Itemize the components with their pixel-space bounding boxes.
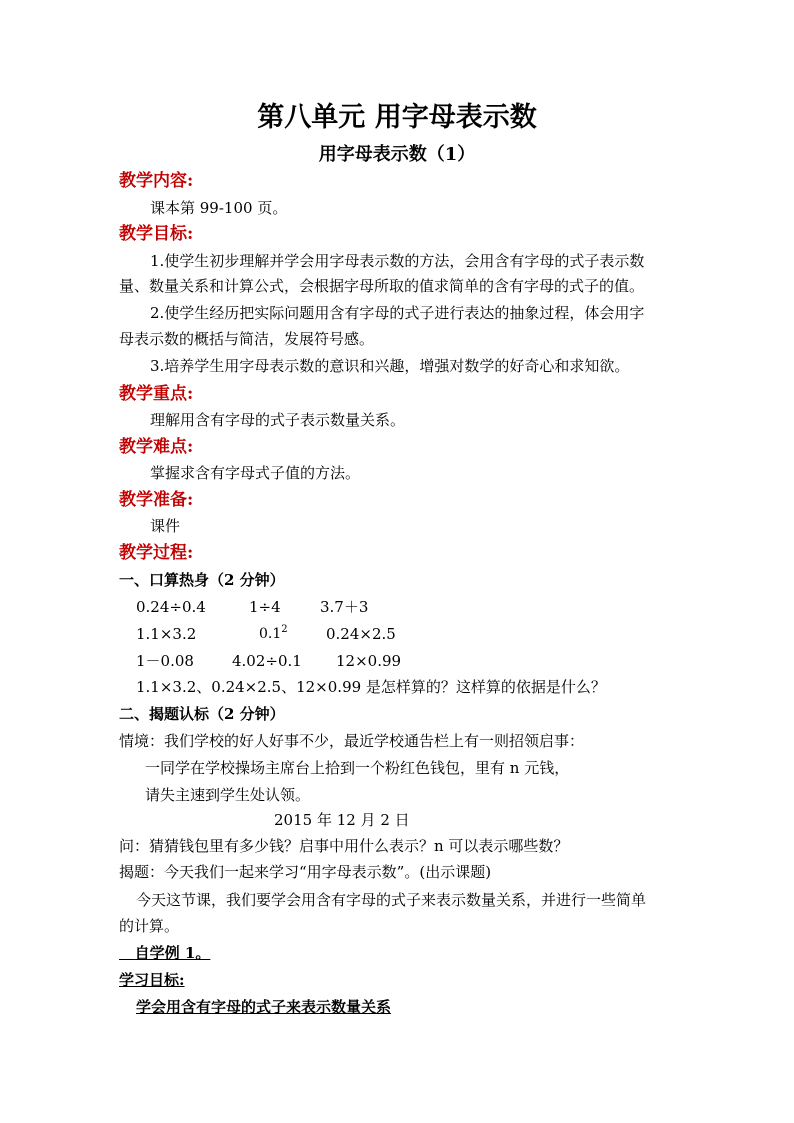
- goal-line-4: 母表示数的概括与简洁，发展符号感。: [119, 330, 375, 348]
- key-text: 理解用含有字母的式子表示数量关系。: [150, 411, 406, 429]
- prep-text: 课件: [150, 517, 181, 535]
- goal-line-3: 2.使学生经历把实际问题用含有字母的式子进行表达的抽象过程，体会用字: [150, 304, 645, 322]
- intro-ask: 问：猜猜钱包里有多少钱？启事中用什么表示？n 可以表示哪些数？: [119, 837, 569, 855]
- intro-reveal: 揭题：今天我们一起来学习“用字母表示数”。(出示课题): [119, 863, 492, 881]
- intro-heading: 二、揭题认标（2 分钟）: [119, 705, 285, 723]
- intro-today-line-1: 今天这节课，我们要学会用含有字母的式子来表示数量关系，并进行一些简单: [136, 891, 647, 909]
- difficulty-heading: 教学难点:: [119, 437, 194, 457]
- power-exponent: 2: [281, 624, 288, 635]
- notice-date: 2015 年 12 月 2 日: [274, 811, 410, 829]
- goal-line-5: 3.培养学生用字母表示数的意识和兴趣，增强对数学的好奇心和求知欲。: [150, 357, 630, 375]
- intro-today-line-2: 的计算。: [119, 917, 180, 935]
- content-text: 课本第 99-100 页。: [150, 199, 288, 217]
- selfstudy-label: [119, 943, 210, 963]
- warmup-item-power: [259, 620, 288, 644]
- intro-situation: 情境：我们学校的好人好事不少，最近学校通告栏上有一则招领启事：: [119, 732, 585, 750]
- key-heading: 教学重点:: [119, 384, 194, 404]
- study-goal-label: 学习目标:: [119, 971, 185, 989]
- warmup-item: 1÷4: [249, 598, 281, 616]
- lesson-subtitle: 用字母表示数（1）: [318, 144, 476, 165]
- warmup-heading: 一、口算热身（2 分钟）: [119, 571, 285, 589]
- warmup-question: 1.1×3.2、0.24×2.5、12×0.99 是怎样算的？这样算的依据是什么？: [136, 678, 606, 696]
- notice-line-1: 一同学在学校操场主席台上拾到一个粉红色钱包，里有 n 元钱，: [145, 759, 570, 777]
- notice-line-2: 请失主速到学生处认领。: [145, 786, 311, 804]
- goal-line-2: 量、数量关系和计算公式，会根据字母所取的值求简单的含有字母的式子的值。: [119, 277, 645, 295]
- warmup-item: 0.24÷0.4: [136, 598, 206, 616]
- power-base: 0.1: [259, 626, 282, 642]
- warmup-item: 0.24×2.5: [326, 625, 396, 643]
- difficulty-text: 掌握求含有字母式子值的方法。: [150, 464, 361, 482]
- page-title: 第八单元 用字母表示数: [257, 102, 537, 133]
- warmup-item: 3.7＋3: [320, 598, 369, 616]
- goal-line-1: 1.使学生初步理解并学会用字母表示数的方法，会用含有字母的式子表示数: [150, 252, 645, 270]
- warmup-item: 4.02÷0.1: [232, 652, 302, 670]
- warmup-item: 1.1×3.2: [136, 625, 197, 643]
- prep-heading: 教学准备:: [119, 490, 194, 510]
- study-goal-text: 学会用含有字母的式子来表示数量关系: [136, 998, 392, 1016]
- content-heading: 教学内容:: [119, 171, 194, 191]
- selfstudy-label-text: 自学例 1。: [134, 944, 211, 962]
- process-heading: 教学过程:: [119, 543, 194, 563]
- goals-heading: 教学目标:: [119, 224, 194, 244]
- warmup-item: 1－0.08: [136, 652, 194, 670]
- warmup-item: 12×0.99: [336, 652, 402, 670]
